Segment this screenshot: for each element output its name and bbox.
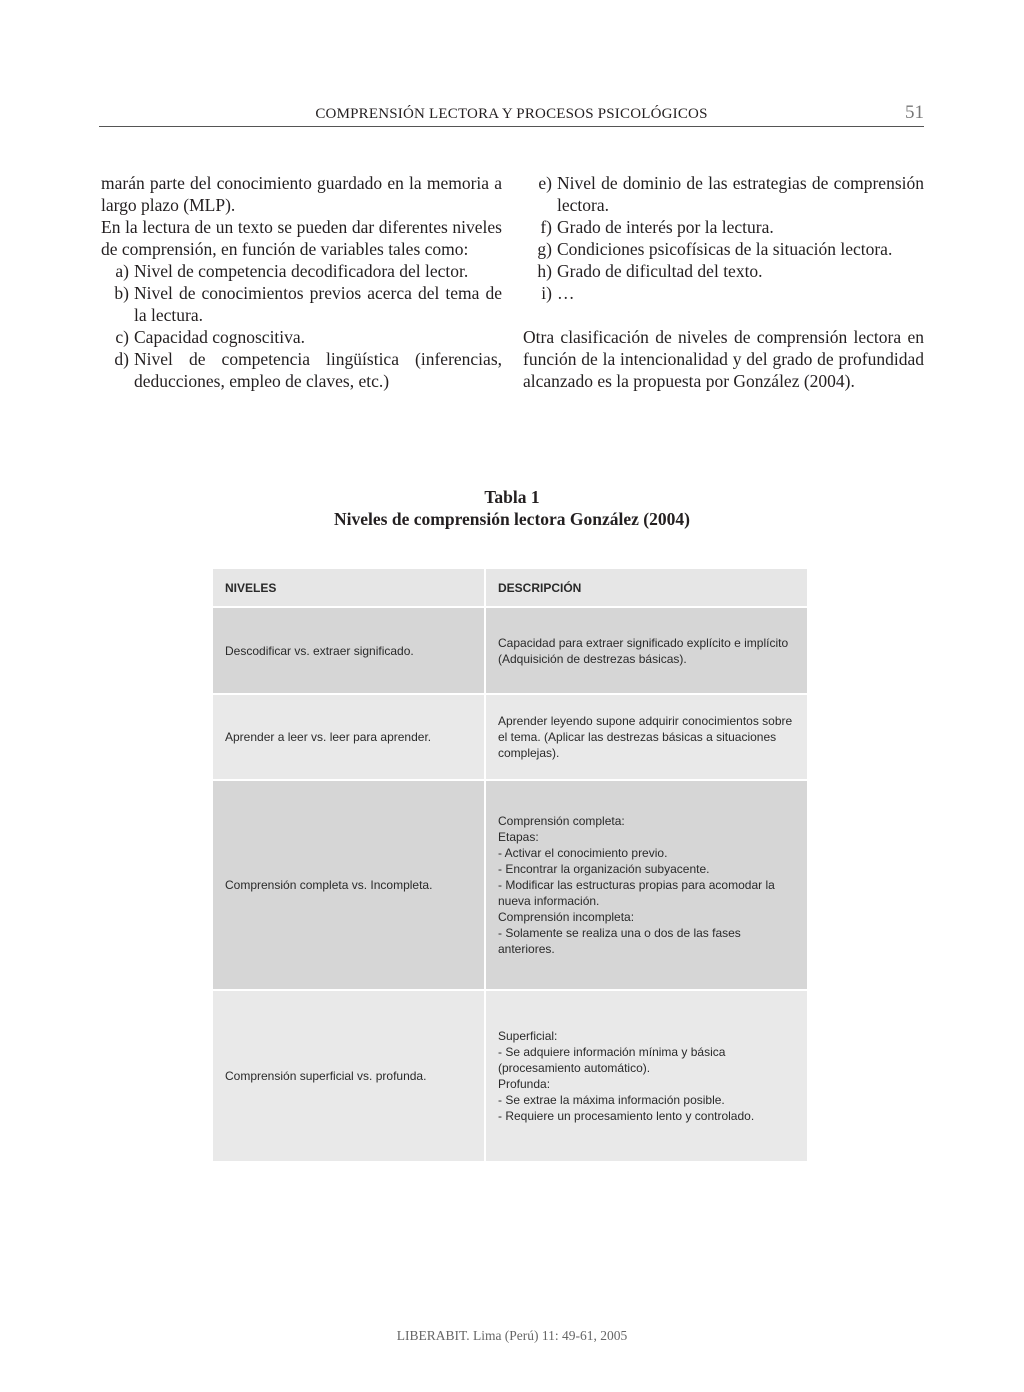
- table-caption-title: Niveles de comprensión lectora González (2004): [334, 509, 690, 529]
- description-line: - Activar el conocimiento previo.: [498, 846, 668, 860]
- right-paragraph: Otra clasificación de niveles de comprensión lectora en función de la intencionalidad y del grado de profundidad alcanzado es la propuesta por González (2004).: [523, 327, 924, 391]
- level-cell: Comprensión completa vs. Incompleta.: [212, 780, 485, 990]
- level-cell: Descodificar vs. extraer significado.: [212, 607, 485, 694]
- description-line: - Encontrar la organización subyacente.: [498, 862, 710, 876]
- list-item-text: Capacidad cognoscitiva.: [134, 327, 306, 347]
- list-marker: d): [114, 349, 129, 369]
- description-line: - Se adquiere información mínima y básica (procesamiento automático).: [498, 1045, 726, 1075]
- description-line: - Solamente se realiza una o dos de las fases anteriores.: [498, 926, 741, 956]
- journal-citation: LIBERABIT. Lima (Perú) 11: 49-61, 2005: [396, 1328, 628, 1343]
- list-item: [101, 282, 502, 326]
- left-paragraph-1: marán parte del conocimiento guardado en la memoria a largo plazo (MLP).: [101, 173, 502, 215]
- list-marker: g): [537, 239, 552, 259]
- table-row: [212, 694, 808, 780]
- page-number: 51: [905, 102, 924, 123]
- list-marker: f): [540, 217, 552, 237]
- description-line: - Modificar las estructuras propias para acomodar la nueva información.: [498, 878, 775, 908]
- list-item-text: Nivel de competencia lingüística (inferencias, deducciones, empleo de claves, etc.): [134, 349, 502, 391]
- table-row: [212, 607, 808, 694]
- list-item: [101, 260, 502, 282]
- list-item: [101, 326, 502, 348]
- description-cell: [485, 694, 808, 780]
- level-cell: Comprensión superficial vs. profunda.: [212, 990, 485, 1162]
- list-item: [523, 238, 924, 260]
- description-cell: [485, 780, 808, 990]
- table-row: [212, 780, 808, 990]
- list-item-text: Nivel de conocimientos previos acerca del tema de la lectura.: [134, 283, 502, 325]
- level-cell: Aprender a leer vs. leer para aprender.: [212, 694, 485, 780]
- description-line: Superficial:: [498, 1029, 558, 1043]
- list-item-text: Condiciones psicofísicas de la situación lectora.: [557, 239, 893, 259]
- table-header-row: [212, 568, 808, 607]
- list-item-text: Nivel de dominio de las estrategias de comprensión lectora.: [557, 173, 924, 215]
- left-column: [101, 172, 502, 392]
- list-marker: h): [537, 261, 552, 281]
- list-marker: b): [114, 283, 129, 303]
- description-line: Profunda:: [498, 1077, 551, 1091]
- variables-list-right: [523, 172, 924, 304]
- list-item-text: …: [557, 283, 575, 303]
- description-line: Comprensión completa:: [498, 814, 625, 828]
- list-item: [523, 172, 924, 216]
- list-marker: c): [115, 327, 129, 347]
- column-header-description: DESCRIPCIÓN: [485, 568, 808, 607]
- list-item: [523, 260, 924, 282]
- description-line: Aprender leyendo supone adquirir conocimientos sobre el tema. (Aplicar las destrezas básicas a situaciones complejas).: [498, 714, 793, 760]
- description-cell: [485, 607, 808, 694]
- variables-list-left: [101, 260, 502, 392]
- description-line: Capacidad para extraer significado explícito e implícito (Adquisición de destrezas básicas).: [498, 635, 789, 666]
- list-item-text: Grado de interés por la lectura.: [557, 217, 774, 237]
- list-item-text: Nivel de competencia decodificadora del lector.: [134, 261, 469, 281]
- list-item-text: Grado de dificultad del texto.: [557, 261, 763, 281]
- column-header-levels: NIVELES: [212, 568, 485, 607]
- table-caption-number: Tabla 1: [484, 487, 540, 507]
- list-item: [523, 216, 924, 238]
- description-cell: [485, 990, 808, 1162]
- comprehension-levels-table: [211, 567, 809, 1163]
- left-paragraph-2: En la lectura de un texto se pueden dar diferentes niveles de comprensión, en función de variables tales como:: [101, 217, 502, 259]
- list-marker: i): [541, 283, 552, 303]
- description-line: - Se extrae la máxima información posible.: [498, 1093, 725, 1107]
- description-line: - Requiere un procesamiento lento y controlado.: [498, 1109, 755, 1123]
- list-item: [101, 348, 502, 392]
- list-marker: a): [115, 261, 129, 281]
- running-title: COMPRENSIÓN LECTORA Y PROCESOS PSICOLÓGICOS: [315, 106, 708, 122]
- list-marker: e): [538, 173, 552, 193]
- description-line: Comprensión incompleta:: [498, 910, 635, 924]
- description-line: Etapas:: [498, 830, 539, 844]
- table-row: [212, 990, 808, 1162]
- list-item: [523, 282, 924, 304]
- right-column: [523, 172, 924, 392]
- paragraph-spacer: [523, 304, 924, 326]
- running-head: [99, 104, 924, 127]
